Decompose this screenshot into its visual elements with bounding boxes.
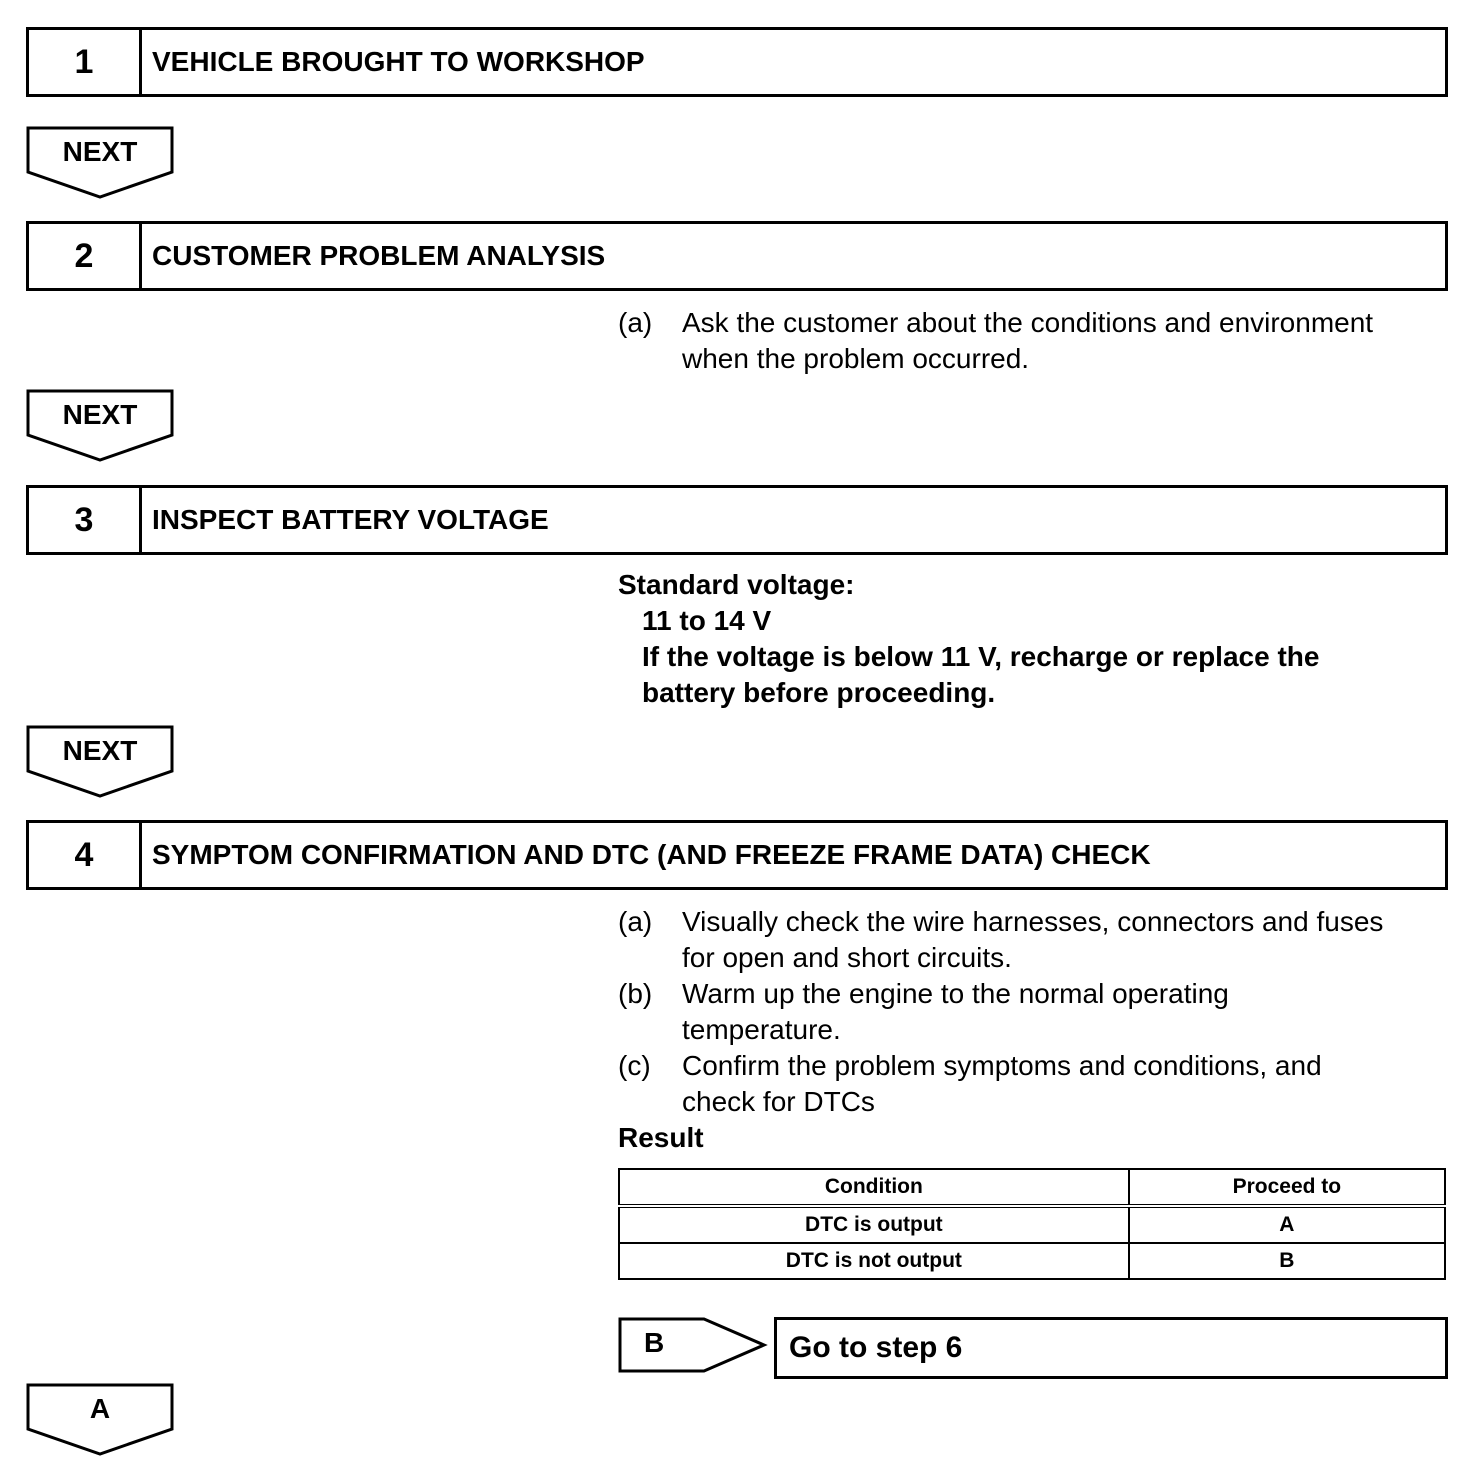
item-line: for open and short circuits. [682,942,1012,973]
step-title: VEHICLE BROUGHT TO WORKSHOP [152,46,645,77]
next-label: NEXT [62,399,138,430]
table-cell: DTC is output [619,1206,1129,1243]
table-cell: DTC is not output [619,1243,1129,1279]
item-label: (b) [618,978,653,1009]
step-3-spec [618,567,1319,711]
branch-b-label: B [644,1327,665,1358]
item-line: Visually check the wire harnesses, connectors and fuses [682,906,1384,937]
step-4-header [26,820,1448,890]
item-text [682,976,1229,1048]
branch-b-target: Go to step 6 [774,1317,1448,1379]
spec-value: 11 to 14 V [642,605,772,636]
table-header-cell: Condition [619,1169,1129,1206]
instruction-item [618,305,1373,377]
spec-heading: Standard voltage: [618,569,855,600]
item-line: temperature. [682,1014,841,1045]
spec-note [618,639,1319,711]
item-line: Warm up the engine to the normal operating [682,978,1229,1009]
result-table [618,1168,1446,1280]
step-number: 3 [29,488,142,552]
instruction-item [618,976,1383,1048]
branch-b-arrow [618,1317,768,1375]
item-line: Confirm the problem symptoms and conditions, and [682,1050,1322,1081]
step-1-header [26,27,1448,97]
step-2-header [26,221,1448,291]
table-row [619,1206,1445,1243]
next-arrow [26,126,174,200]
note-line: battery before proceeding. [642,677,996,708]
item-text [682,1048,1322,1120]
next-arrow [26,725,174,799]
table-header-row [619,1169,1445,1206]
next-label: NEXT [62,735,138,766]
item-label: (a) [618,307,653,338]
next-arrow [26,389,174,463]
item-line: when the problem occurred. [682,343,1030,374]
branch-a-label: A [89,1393,111,1424]
step-number: 1 [29,30,142,94]
item-label: (a) [618,906,653,937]
step-title: CUSTOMER PROBLEM ANALYSIS [152,240,606,271]
step-3-header [26,485,1448,555]
step-title: SYMPTOM CONFIRMATION AND DTC (AND FREEZE FRAME DATA) CHECK [152,839,1151,870]
table-cell: A [1129,1206,1445,1243]
table-header-cell: Proceed to [1129,1169,1445,1206]
item-line: check for DTCs [682,1086,875,1117]
result-heading: Result [618,1122,704,1153]
step-2-instructions [618,305,1373,377]
step-4-instructions [618,904,1383,1156]
table-cell: B [1129,1243,1445,1279]
step-number: 2 [29,224,142,288]
table-row [619,1243,1445,1279]
item-label: (c) [618,1050,651,1081]
item-text [682,305,1373,377]
branch-a-arrow [26,1383,174,1457]
item-line: Ask the customer about the conditions and environment [682,307,1374,338]
step-number: 4 [29,823,142,887]
instruction-item [618,1048,1383,1120]
arrow-right-icon [618,1317,768,1375]
next-label: NEXT [62,136,138,167]
item-text [682,904,1383,976]
step-title: INSPECT BATTERY VOLTAGE [152,504,549,535]
instruction-item [618,904,1383,976]
note-line: If the voltage is below 11 V, recharge or replace the [642,641,1320,672]
